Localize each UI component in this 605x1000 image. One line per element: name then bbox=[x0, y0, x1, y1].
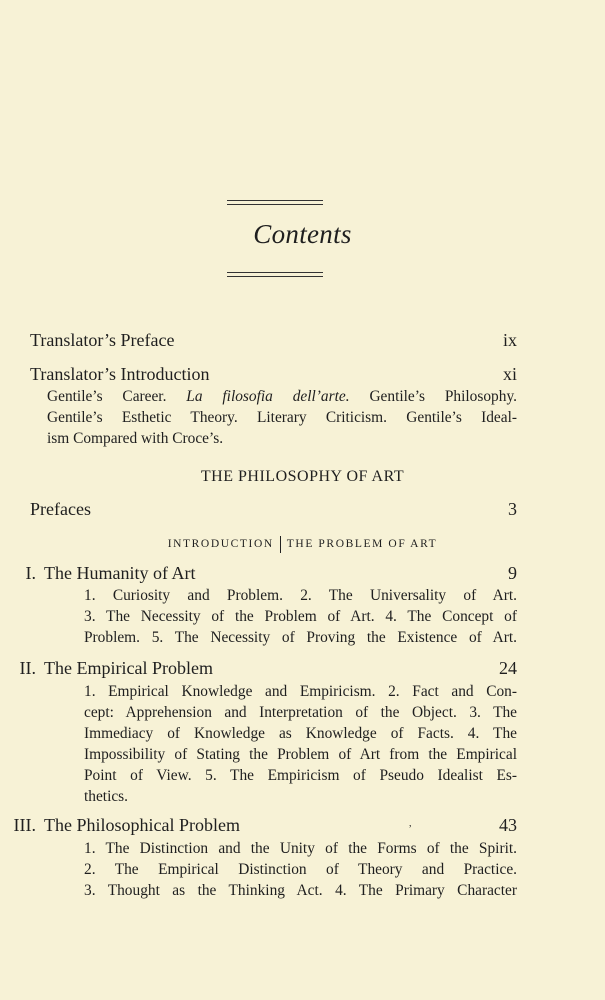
introduction-heading bbox=[0, 536, 605, 553]
chapter-1-summary bbox=[84, 585, 517, 648]
chapter-title: The Humanity of Art bbox=[44, 563, 196, 583]
summary-line: 1. Curiosity and Problem. 2. The Universality of Art. bbox=[84, 587, 517, 604]
divider-bar bbox=[280, 536, 281, 553]
chapter-3-summary bbox=[84, 838, 517, 901]
summary-line: 3. Thought as the Thinking Act. 4. The Primary Character bbox=[84, 882, 517, 899]
toc-entry-label: Translator’s Preface bbox=[30, 330, 175, 350]
italic-title: La filosofia dell’arte. bbox=[186, 388, 350, 405]
chapter-page: 43 bbox=[499, 815, 517, 835]
toc-entry-page: ix bbox=[502, 330, 517, 350]
summary-line: thetics. bbox=[84, 788, 129, 805]
chapter-page: 9 bbox=[508, 563, 517, 583]
toc-entry-page: xi bbox=[502, 364, 517, 384]
toc-entry-page: 3 bbox=[508, 499, 517, 519]
introduction-subtitle: THE PROBLEM OF ART bbox=[286, 538, 438, 551]
summary-line: ism Compared with Croce’s. bbox=[47, 430, 224, 447]
chapter-title: The Empirical Problem bbox=[44, 658, 213, 678]
toc-chapter-1 bbox=[0, 563, 517, 584]
summary-line: Problem. 5. The Necessity of Proving the Existence of Art. bbox=[84, 629, 517, 646]
summary-line: 2. The Empirical Distinction of Theory and Practice. bbox=[84, 861, 517, 878]
stray-mark: , bbox=[409, 818, 412, 829]
summary-line: Gentile’s Career. La filosofia dell’arte. Gentile’s Philosophy. bbox=[47, 388, 517, 405]
part-title: THE PHILOSOPHY OF ART bbox=[200, 468, 405, 485]
toc-entry-translators-preface bbox=[30, 330, 517, 351]
chapter-2-summary bbox=[84, 681, 517, 807]
chapter-number: III. bbox=[13, 815, 36, 835]
summary-line: Gentile’s Esthetic Theory. Literary Criticism. Gentile’s Ideal- bbox=[47, 409, 517, 426]
chapter-title: The Philosophical Problem bbox=[44, 815, 240, 835]
toc-entry-label: Prefaces bbox=[30, 499, 91, 519]
summary-line: 3. The Necessity of the Problem of Art. 4. The Concept of bbox=[84, 608, 517, 625]
toc-entry-prefaces bbox=[30, 499, 517, 520]
summary-line: cept: Apprehension and Interpretation of the Object. 3. The bbox=[84, 704, 517, 721]
top-rule-lower bbox=[227, 272, 323, 278]
summary-line: Point of View. 5. The Empiricism of Pseudo Idealist Es- bbox=[84, 767, 517, 784]
top-rule-upper bbox=[227, 200, 323, 206]
toc-entry-translators-introduction bbox=[30, 364, 517, 385]
introduction-label: INTRODUCTION bbox=[167, 538, 274, 551]
toc-chapter-2 bbox=[0, 658, 517, 679]
summary-line: 1. The Distinction and the Unity of the Forms of the Spirit. bbox=[84, 840, 517, 857]
chapter-number: I. bbox=[25, 563, 36, 583]
chapter-page: 24 bbox=[499, 658, 517, 678]
summary-line: Immediacy of Knowledge as Knowledge of Facts. 4. The bbox=[84, 725, 517, 742]
introduction-summary bbox=[47, 386, 517, 449]
toc-entry-label: Translator’s Introduction bbox=[30, 364, 210, 384]
summary-line: Impossibility of Stating the Problem of Art from the Empirical bbox=[84, 746, 517, 763]
toc-chapter-3 bbox=[0, 815, 517, 836]
page-title: Contents bbox=[253, 219, 352, 249]
summary-line: 1. Empirical Knowledge and Empiricism. 2. Fact and Con- bbox=[84, 683, 517, 700]
chapter-number: II. bbox=[19, 658, 36, 678]
